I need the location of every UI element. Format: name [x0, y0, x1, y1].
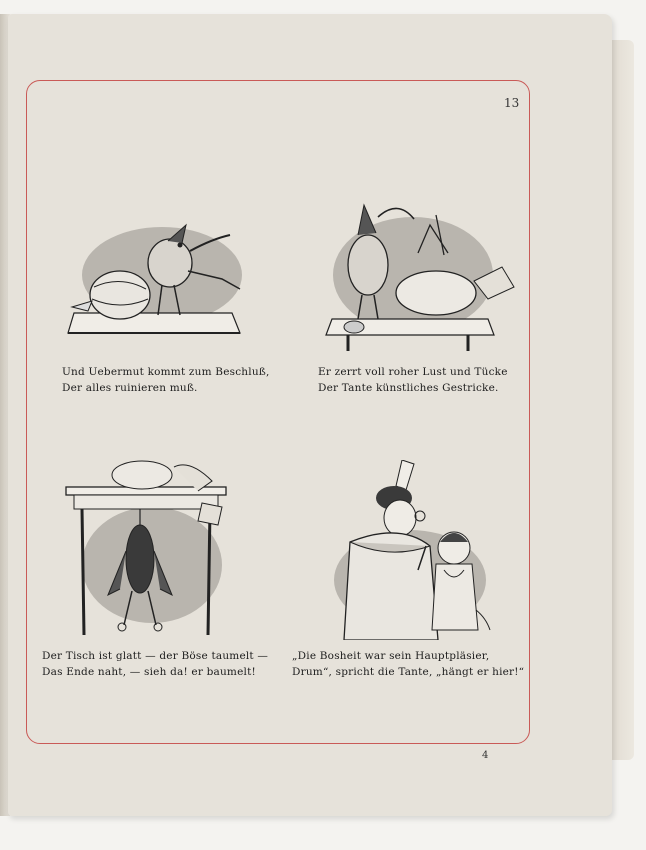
panel-3-caption — [42, 648, 268, 680]
caption-line: Er zerrt voll roher Lust und Tücke — [318, 366, 508, 378]
caption-line: „Die Bosheit war sein Hauptpläsier, — [292, 650, 490, 662]
illustration-aunt-and-boy — [320, 460, 495, 640]
panel-2-caption — [318, 364, 508, 396]
page-number-top: 13 — [504, 96, 520, 110]
illustration-raven-knitting — [318, 195, 523, 355]
caption-line: Drum“, spricht die Tante, „hängt er hier!“ — [292, 666, 525, 678]
red-page-border — [26, 80, 530, 744]
caption-line: Der Tante künstliches Gestricke. — [318, 382, 499, 394]
caption-line: Und Uebermut kommt zum Beschluß, — [62, 366, 270, 378]
page-number-bottom: 4 — [482, 750, 489, 761]
caption-line: Der alles ruinieren muß. — [62, 382, 198, 394]
caption-line: Der Tisch ist glatt — der Böse taumelt — — [42, 650, 269, 662]
caption-line: Das Ende naht, — sieh da! er baumelt! — [42, 666, 256, 678]
illustration-raven-hanging — [62, 455, 242, 640]
illustration-raven-table-yarn — [62, 215, 252, 355]
panel-1-caption — [62, 364, 270, 396]
panel-4-caption — [292, 648, 524, 680]
